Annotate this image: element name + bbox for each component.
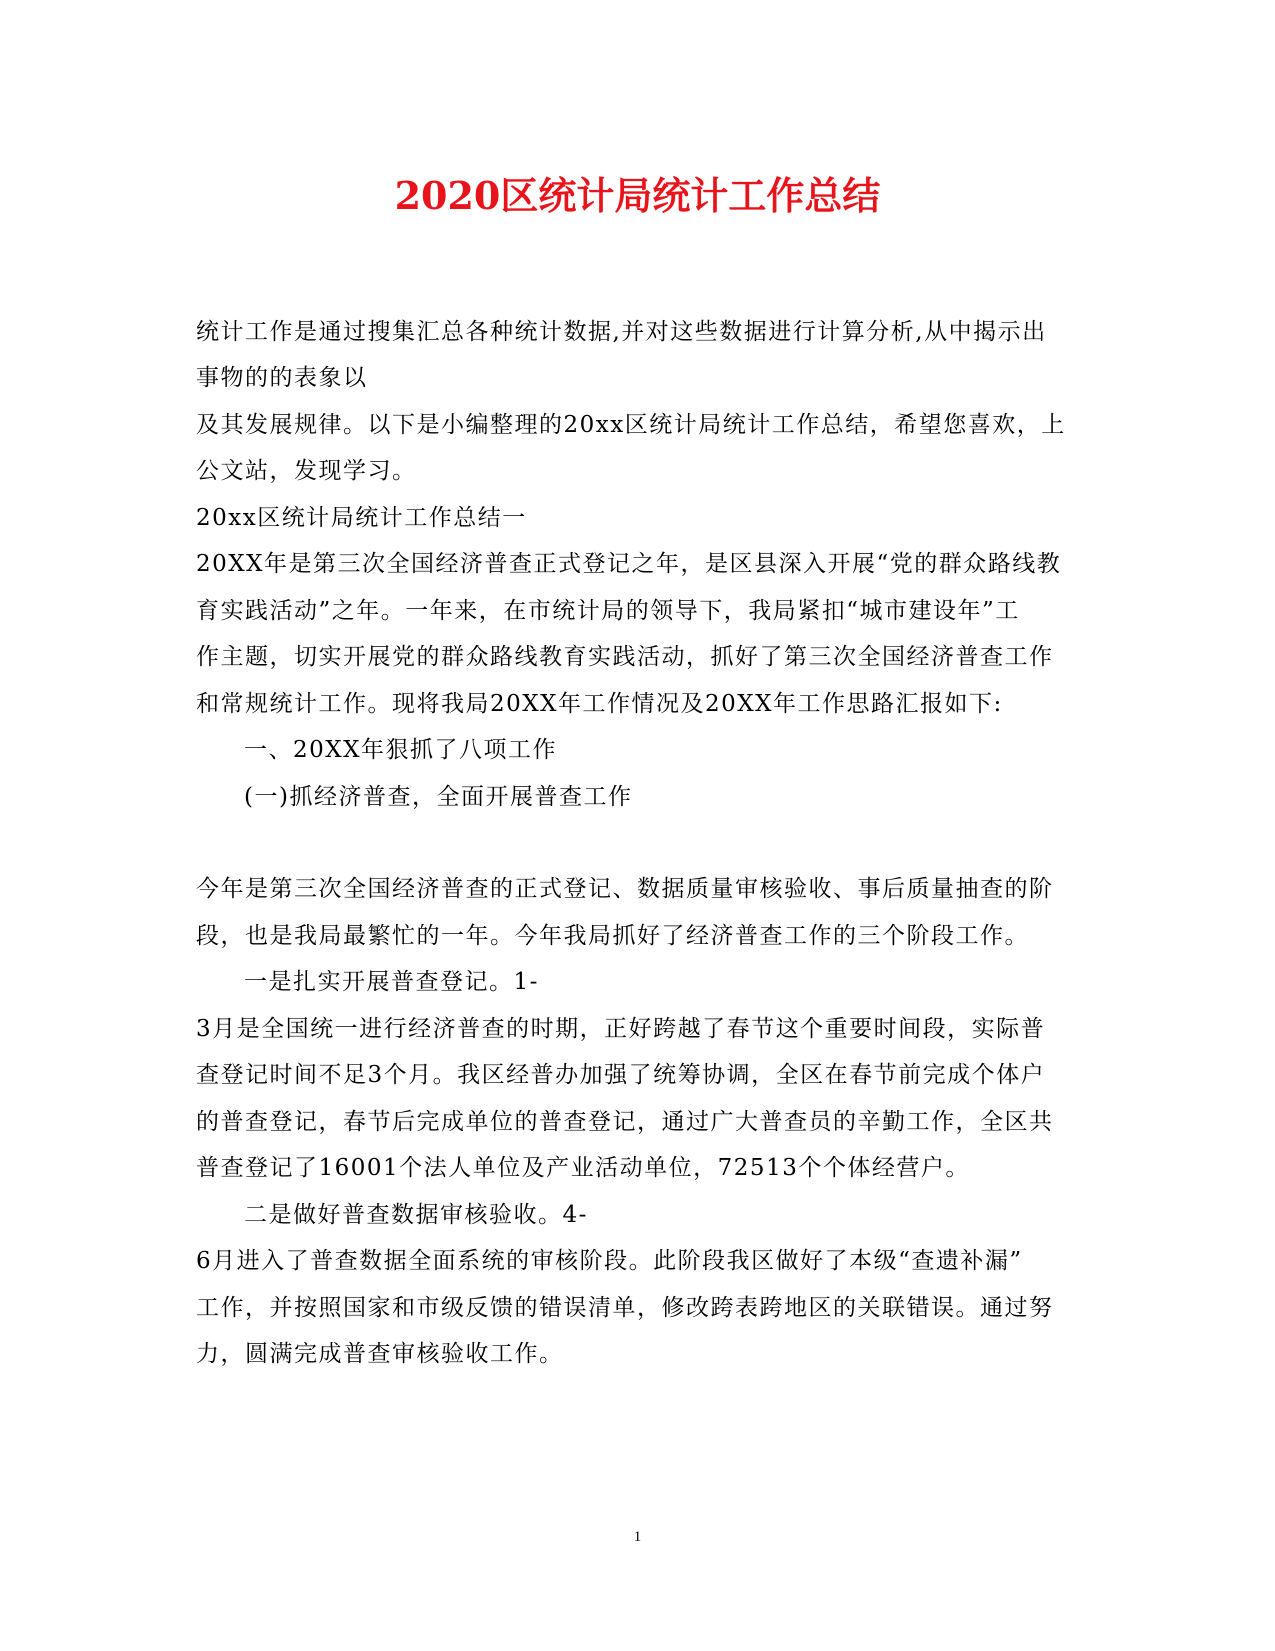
subheading: 一、20XX年狠抓了八项工作 xyxy=(244,737,558,763)
paragraph-line: 段，也是我局最繁忙的一年。今年我局抓好了经济普查工作的三个阶段工作。 xyxy=(196,923,1029,949)
page-number: 1 xyxy=(633,1529,642,1545)
paragraph-line: 育实践活动”之年。一年来，在市统计局的领导下，我局紧扣“城市建设年”工 xyxy=(196,598,1020,624)
paragraph-line: 今年是第三次全国经济普查的正式登记、数据质量审核验收、事后质量抽查的阶 xyxy=(196,876,1054,902)
paragraph-line: 公文站，发现学习。 xyxy=(196,458,417,484)
paragraph-line: 3月是全国统一进行经济普查的时期，正好跨越了春节这个重要时间段，实际普 xyxy=(196,1016,1046,1042)
paragraph-line: 20XX年是第三次全国经济普查正式登记之年，是区县深入开展“党的群众路线教 xyxy=(196,551,1062,577)
paragraph-line: 作主题，切实开展党的群众路线教育实践活动，抓好了第三次全国经济普查工作 xyxy=(196,644,1054,670)
paragraph-line: 事物的的表象以 xyxy=(196,365,368,391)
section-heading: 20xx区统计局统计工作总结一 xyxy=(196,505,527,531)
paragraph-line: 二是做好普查数据审核验收。4- xyxy=(244,1202,588,1228)
paragraph-line: 6月进入了普查数据全面系统的审核阶段。此阶段我区做好了本级“查遗补漏” xyxy=(196,1248,1023,1274)
paragraph-line: 的普查登记，春节后完成单位的普查登记，通过广大普查员的辛勤工作，全区共 xyxy=(196,1109,1054,1135)
document-title: 2020区统计局统计工作总结 xyxy=(394,173,881,218)
paragraph-line: 和常规统计工作。现将我局20XX年工作情况及20XX年工作思路汇报如下: xyxy=(196,691,1003,717)
paragraph-line: 一是扎实开展普查登记。1- xyxy=(244,969,539,995)
paragraph-line: 统计工作是通过搜集汇总各种统计数据,并对这些数据进行计算分析,从中揭示出 xyxy=(196,319,1047,345)
paragraph-line: 普查登记了16001个法人单位及产业活动单位，72513个个体经营户。 xyxy=(196,1155,970,1181)
paragraph-line: 力，圆满完成普查审核验收工作。 xyxy=(196,1341,564,1367)
paragraph-line: 查登记时间不足3个月。我区经普办加强了统筹协调，全区在春节前完成个体户 xyxy=(196,1062,1046,1088)
subheading: (一)抓经济普查，全面开展普查工作 xyxy=(244,784,633,810)
paragraph-line: 及其发展规律。以下是小编整理的20xx区统计局统计工作总结，希望您喜欢，上 xyxy=(196,412,1066,438)
paragraph-line: 工作，并按照国家和市级反馈的错误清单，修改跨表跨地区的关联错误。通过努 xyxy=(196,1295,1054,1321)
